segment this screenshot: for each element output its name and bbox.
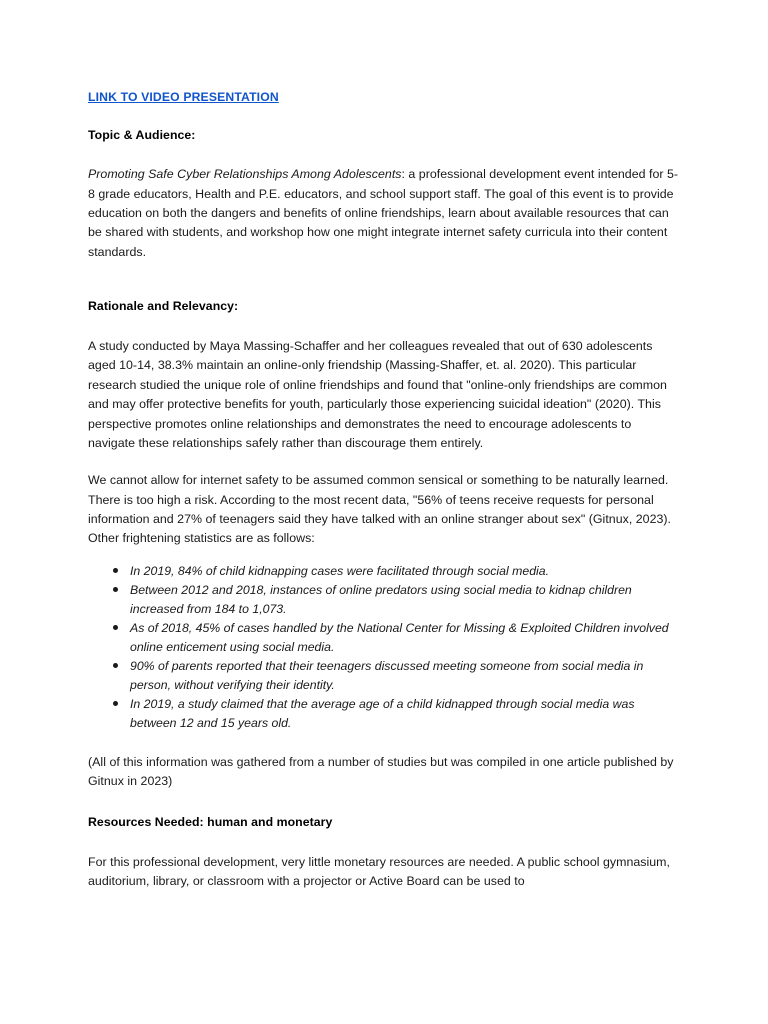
list-item-text: Between 2012 and 2018, instances of online predators using social media to kidnap children increased from 184 to 1,073. — [130, 582, 632, 616]
topic-audience-paragraph — [88, 165, 680, 262]
statistics-list — [88, 562, 680, 733]
list-item-text: 90% of parents reported that their teenagers discussed meeting someone from social media in person, without verifying their identity. — [130, 658, 644, 692]
list-item-text: In 2019, a study claimed that the average age of a child kidnapped through social media was between 12 and 15 years old. — [130, 696, 635, 730]
rationale-paragraph-1: A study conducted by Maya Massing-Schaffer and her colleagues revealed that out of 630 adolescents aged 10-14, 38.3% maintain an online-only friendship (Massing-Shaffer, et. al. 2020). This particular research studied the unique role of online friendships and found that "online-only friendships are common and may offer protective benefits for youth, particularly those experiencing suicidal ideation" (2020). This perspective promotes online relationships and demonstrates the need to encourage adolescents to navigate these relationships safely rather than discourage them entirely. — [88, 339, 667, 450]
list-item-text: In 2019, 84% of child kidnapping cases were facilitated through social media. — [130, 563, 550, 578]
bullet-icon — [113, 568, 118, 573]
compiled-source-note: (All of this information was gathered from a number of studies but was compiled in one article published by Gitnux in 2023) — [88, 754, 674, 789]
topic-title-italic: Promoting Safe Cyber Relationships Among Adolescents — [88, 167, 402, 182]
list-item — [88, 581, 680, 619]
rationale-relevancy-heading: Rationale and Relevancy: — [88, 298, 239, 313]
rationale-paragraph-2: We cannot allow for internet safety to be assumed common sensical or something to be naturally learned. There is too high a risk. According to the most recent data, "56% of teens receive requests for personal information and 27% of teenagers said they have talked with an online stranger about sex" (Gitnux, 2023). Other frightening statistics are as follows: — [88, 473, 672, 546]
list-item — [88, 695, 680, 733]
resources-needed-heading: Resources Needed: human and monetary — [88, 814, 333, 829]
bullet-icon — [113, 587, 118, 592]
topic-paragraph-body: : a professional development event intended for 5-8 grade educators, Health and P.E. educators, and school support staff. The goal of this event is to provide education on both the dangers and benefits of online friendships, learn about available resources that can be shared with students, and workshop how one might integrate internet safety curricula into their content standards. — [88, 167, 679, 259]
list-item — [88, 562, 680, 581]
bullet-icon — [113, 625, 118, 630]
bullet-icon — [113, 663, 118, 668]
list-item — [88, 619, 680, 657]
video-presentation-link[interactable]: LINK TO VIDEO PRESENTATION — [88, 90, 279, 104]
topic-audience-heading: Topic & Audience: — [88, 128, 196, 142]
list-item-text: As of 2018, 45% of cases handled by the National Center for Missing & Exploited Children involved online enticement using social media. — [130, 620, 669, 654]
document-content — [88, 88, 680, 892]
list-item — [88, 657, 680, 695]
bullet-icon — [113, 701, 118, 706]
resources-paragraph: For this professional development, very little monetary resources are needed. A public school gymnasium, auditorium, library, or classroom with a projector or Active Board can be used to — [88, 854, 670, 889]
